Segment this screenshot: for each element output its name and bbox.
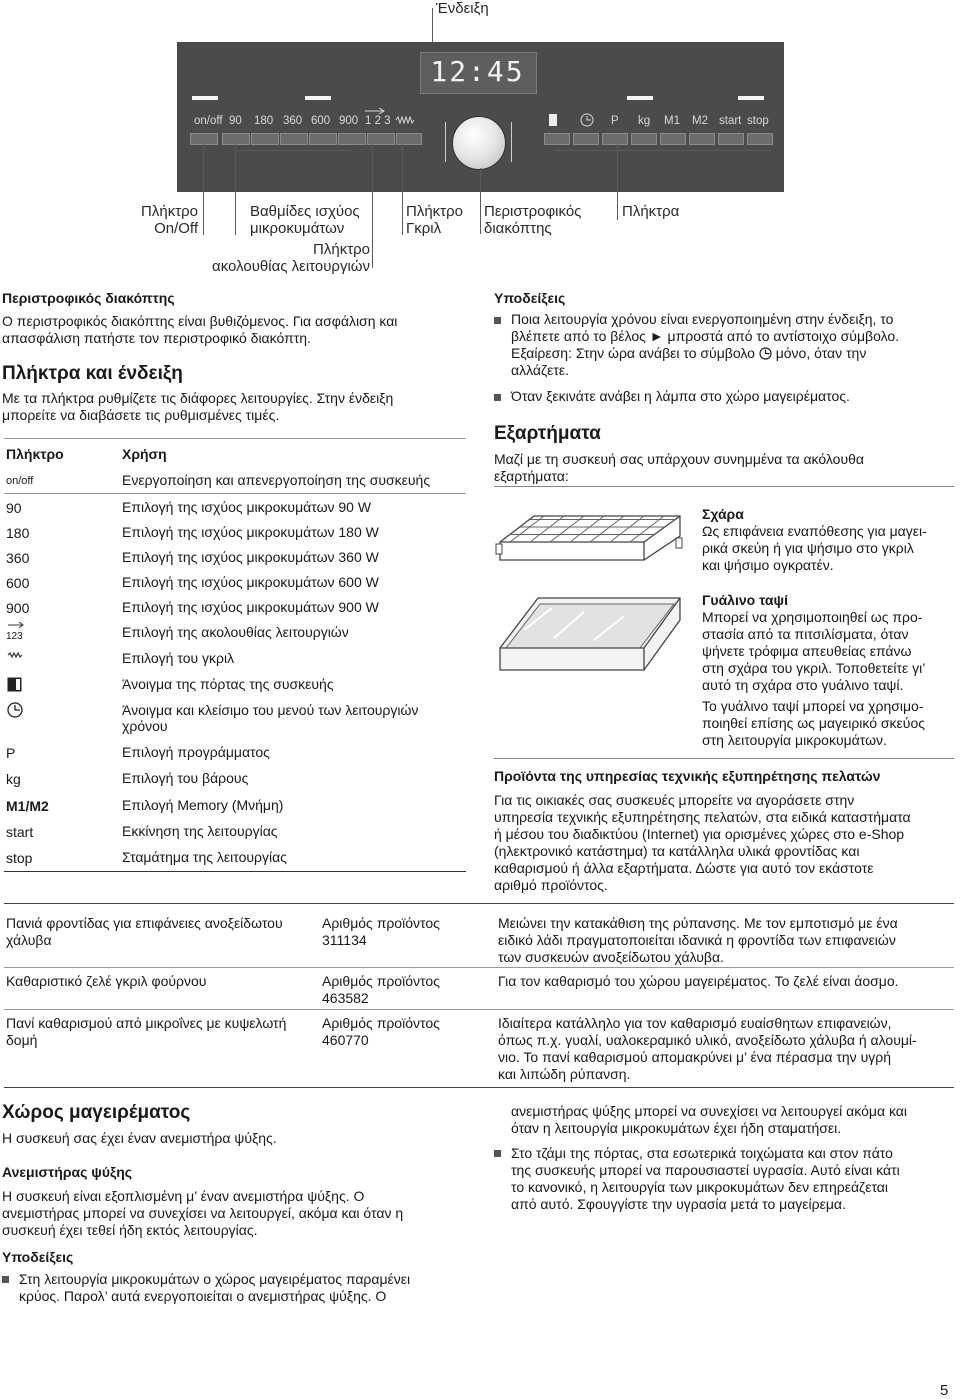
- rack-text: Ως επιφάνεια εναπόθεσης για μαγει- ρικά σκεύη ή για ψήσιμο στο γκριλ και ψήσιμο ογκρατέν.: [702, 523, 927, 573]
- table-row: Επιλογή του γκριλ: [4, 650, 466, 675]
- table-row: stop Σταμάτημα της λειτουργίας: [6, 849, 287, 866]
- callout-sequence: Πλήκτρο ακολουθίας λειτουργιών: [212, 241, 370, 275]
- knob-heading: Περιστροφικός διακόπτης: [2, 290, 175, 306]
- key-onoff-label: on/off: [194, 115, 223, 127]
- keys-heading: Πλήκτρα και ένδειξη: [2, 363, 183, 384]
- clock-icon: [7, 702, 23, 718]
- clock-icon: [759, 347, 772, 360]
- display-time: 12:45: [430, 55, 525, 88]
- callout-knob: Περιστροφικός διακόπτης: [484, 203, 582, 237]
- bottom-note-1-continued: ανεμιστήρας ψύξης μπορεί να συνεχίσει να λειτουργεί ακόμα και όταν η λειτουργία μικροκυμάτων έχει ήδη σταματήσει.: [511, 1103, 907, 1136]
- indicator-lamp: [305, 96, 331, 100]
- key-m2-label: M2: [692, 115, 708, 127]
- bottom-notes-heading: Υποδείξεις: [2, 1249, 74, 1265]
- key-600[interactable]: [309, 133, 337, 145]
- arrow-icon: [364, 108, 386, 114]
- key-clock[interactable]: [573, 133, 599, 145]
- indicator-lamp: [192, 96, 218, 100]
- table-row: 600 Επιλογή της ισχύος μικροκυμάτων 600 W: [6, 574, 379, 591]
- product-desc: Μειώνει την κατακάθιση της ρύπανσης. Με τον εμποτισμό με ένα ειδικό λάδι πραγματοποιείται ιδανικά η φροντίδα των επιφανειών των συσκευών ανοξείδωτου χάλυβα.: [498, 915, 898, 965]
- bullet: [494, 317, 501, 324]
- product-name: Πανιά φροντίδας για επιφάνειες ανοξείδωτου χάλυβα: [6, 915, 283, 948]
- cooking-chamber-heading: Χώρος μαγειρέματος: [2, 1102, 191, 1123]
- tray-text: Μπορεί να χρησιμοποιηθεί ως προ- στασία από τα πιτσιλίσματα, όταν ψήνετε τρόφιμα απευθείας επάνω στη σχάρα του γκριλ. Τοποθετείτε γι’ αυτό τη σχάρα στο γυάλινο ταψί.: [702, 609, 926, 693]
- key-onoff[interactable]: [190, 133, 218, 145]
- notes-heading: Υποδείξεις: [494, 290, 566, 306]
- product-desc: Για τον καθαρισμό του χώρου μαγειρέματος. Το ζελέ είναι άοσμο.: [498, 973, 899, 989]
- bullet: [494, 1150, 501, 1157]
- table-row: 90 Επιλογή της ισχύος μικροκυμάτων 90 W: [6, 499, 372, 516]
- table-row: P Επιλογή προγράμματος: [6, 744, 270, 761]
- sequence-key-label: 123: [6, 631, 23, 642]
- door-icon: [7, 677, 22, 692]
- product-number: Αριθμός προϊόντος 311134: [322, 915, 440, 948]
- key-kg-label: kg: [638, 115, 651, 127]
- table-row: 900 Επιλογή της ισχύος μικροκυμάτων 900 W: [6, 599, 379, 616]
- table-row: M1/M2 Επιλογή Memory (Μνήμη): [6, 797, 284, 814]
- key-m2[interactable]: [689, 133, 715, 145]
- service-text: Για τις οικιακές σας συσκευές μπορείτε να αγοράσετε στην υπηρεσία τεχνικής εξυπηρέτησης πελατών, στα ειδικά καταστήματα ή μέσου του διαδικτύου (Internet) για ορισμένες χώρες στο e-Shop (ηλεκτρονικό κατάστημα) τα κατάλληλα υλικά φροντίδας και καθαρισμού ή άλλα εξαρτήματα. Δώστε για αυτό τον εκάστοτε αριθμό προϊόντος.: [494, 792, 911, 893]
- key-180-label: 180: [254, 115, 274, 127]
- key-stop[interactable]: [747, 133, 773, 145]
- rack-illustration: [494, 500, 690, 572]
- table-head-key: Πλήκτρο: [6, 446, 64, 462]
- product-number: Αριθμός προϊόντος 463582: [322, 973, 440, 1006]
- key-grill[interactable]: [396, 133, 422, 145]
- note-text: Όταν ξεκινάτε ανάβει η λάμπα στο χώρο μαγειρέματος.: [511, 388, 850, 404]
- key-kg[interactable]: [631, 133, 657, 145]
- indicator-lamp: [627, 96, 653, 100]
- products-bottom-rule: [4, 1087, 954, 1088]
- accessories-heading: Εξαρτήματα: [494, 423, 601, 444]
- table-row: Άνοιγμα της πόρτας της συσκευής: [4, 676, 466, 701]
- product-name: Πανί καθαρισμού από μικροΐνες με κυψελωτή δομή: [6, 1015, 287, 1048]
- keys-text: Με τα πλήκτρα ρυθμίζετε τις διάφορες λειτουργίες. Στην ένδειξη μπορείτε να διαβάσετε τις ρυθμισμένες τιμές.: [2, 390, 394, 423]
- glass-tray-illustration: [494, 590, 690, 680]
- key-180[interactable]: [251, 133, 279, 145]
- key-p[interactable]: [602, 133, 628, 145]
- key-m1[interactable]: [660, 133, 686, 145]
- key-sequence-label: 1 2 3: [365, 115, 391, 127]
- bullet: [494, 394, 501, 401]
- door-icon: [548, 113, 562, 127]
- key-900[interactable]: [338, 133, 366, 145]
- indicator-lamp: [738, 96, 764, 100]
- callout-onoff: Πλήκτρο On/Off: [141, 203, 198, 237]
- grill-icon: [7, 652, 23, 658]
- rotary-knob[interactable]: [452, 116, 506, 170]
- page-number: 5: [940, 1382, 949, 1399]
- note-text: Ποια λειτουργία χρόνου είναι ενεργοποιημένη στην ένδειξη, το βλέπετε από το βέλος ► μπροστά από το αντίστοιχο σύμβολο. Εξαίρεση: Στην ώρα ανάβει το σύμβολο μόνο, όταν την αλλάζετε.: [511, 311, 900, 378]
- table-row: Άνοιγμα και κλείσιμο του μενού των λειτουργιών χρόνου: [4, 702, 466, 738]
- key-600-label: 600: [311, 115, 331, 127]
- key-start-label: start: [719, 115, 742, 127]
- accessories-text: Μαζί με τη συσκευή σας υπάρχουν συνημμένα τα ακόλουθα εξαρτήματα:: [494, 451, 865, 484]
- table-row: start Εκκίνηση της λειτουργίας: [6, 823, 278, 840]
- callout-grill: Πλήκτρο Γκριλ: [406, 203, 463, 237]
- key-m1-label: M1: [664, 115, 680, 127]
- tray-text-2: Το γυάλινο ταψί μπορεί να χρησιμο- ποιηθεί επίσης ως μαγειρικό σκεύος στη λειτουργία μικροκυμάτων.: [702, 698, 925, 748]
- cooking-chamber-intro: Η συσκευή σας έχει έναν ανεμιστήρα ψύξης.: [2, 1130, 277, 1146]
- product-number: Αριθμός προϊόντος 460770: [322, 1015, 440, 1048]
- table-top-rule: [4, 438, 466, 439]
- bottom-note-2: Στο τζάμι της πόρτας, στα εσωτερικά τοιχώματα και στον πάτο της συσκευής μπορεί να παρουσιαστεί υγρασία. Αυτό είναι κάτι το κανονικό, η λειτουργία των μικροκυμάτων δεν επηρεάζεται από αυτό. Σφουγγίστε την υγρασία μετά το μαγείρεμα.: [511, 1145, 900, 1212]
- fan-heading: Ανεμιστήρας ψύξης: [2, 1164, 133, 1180]
- table-key: on/off: [6, 475, 34, 487]
- callout-power-levels: Βαθμίδες ισχύος μικροκυμάτων: [250, 203, 360, 237]
- table-row: 360 Επιλογή της ισχύος μικροκυμάτων 360 W: [6, 549, 379, 566]
- key-90[interactable]: [222, 133, 250, 145]
- grill-icon: [395, 116, 417, 124]
- table-row: 123 Επιλογή της ακολουθίας λειτουργιών: [4, 624, 466, 649]
- bullet: [2, 1276, 9, 1283]
- table-bottom-rule: [4, 871, 466, 872]
- knob-text: Ο περιστροφικός διακόπτης είναι βυθιζόμενος. Για ασφάλιση και απασφάλιση πατήστε τον περιστροφικό διακόπτη.: [2, 313, 398, 346]
- key-360-label: 360: [283, 115, 303, 127]
- key-p-label: P: [611, 115, 619, 127]
- rack-title: Σχάρα: [702, 506, 744, 522]
- bottom-note-1: Στη λειτουργία μικροκυμάτων ο χώρος μαγειρέματος παραμένει κρύος. Παρολ’ αυτά ενεργοποιείται ο ανεμιστήρας ψύξης. Ο: [19, 1271, 411, 1304]
- clock-icon: [580, 113, 594, 127]
- product-name: Καθαριστικό ζελέ γκριλ φούρνου: [6, 973, 207, 989]
- key-stop-label: stop: [747, 115, 769, 127]
- product-desc: Ιδιαίτερα κατάλληλο για τον καθαρισμό ευαίσθητων επιφανειών, όπως π.χ. γυαλί, υαλοκεραμικό υλικό, ανοξείδωτο χάλυβα ή αλουμί- νιο. Το πανί καθαρισμού απομακρύνει μ’ ένα πέρασμα την υγρή και λιπώδη ρύπανση.: [498, 1015, 917, 1082]
- table-row: 180 Επιλογή της ισχύος μικροκυμάτων 180 W: [6, 524, 379, 541]
- tray-title: Γυάλινο ταψί: [702, 592, 788, 608]
- display-callout-label: Ένδειξη: [436, 0, 489, 17]
- table-row: kg Επιλογή του βάρους: [6, 770, 249, 787]
- key-start[interactable]: [718, 133, 744, 145]
- key-360[interactable]: [280, 133, 308, 145]
- service-heading: Προϊόντα της υπηρεσίας τεχνικής εξυπηρέτησης πελατών: [494, 768, 881, 784]
- table-use: Ενεργοποίηση και απενεργοποίηση της συσκευής: [122, 472, 431, 488]
- key-door[interactable]: [544, 133, 570, 145]
- table-head-use: Χρήση: [122, 446, 167, 462]
- products-top-rule: [4, 903, 954, 904]
- key-90-label: 90: [229, 115, 242, 127]
- key-900-label: 900: [339, 115, 359, 127]
- fan-text: Η συσκευή είναι εξοπλισμένη μ’ έναν ανεμιστήρα ψύξης. Ο ανεμιστήρας μπορεί να συνεχίσει να λειτουργεί, ακόμα και όταν η συσκευή έχει τεθεί ήδη εκτός λειτουργίας.: [2, 1188, 404, 1238]
- callout-keys: Πλήκτρα: [622, 203, 680, 220]
